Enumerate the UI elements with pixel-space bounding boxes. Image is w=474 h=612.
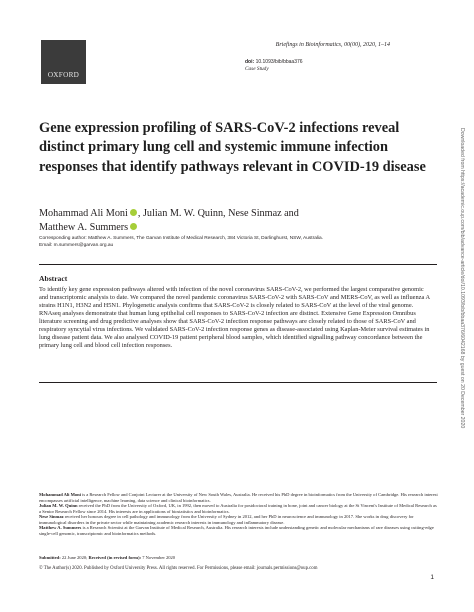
correspondence-email[interactable]: Email: m.summers@garvan.org.au xyxy=(39,242,114,248)
copyright-notice: © The Author(s) 2020. Published by Oxford University Press. All rights reserved. For Permissions, please email: journals.permissions@oup.com xyxy=(39,566,318,571)
bio-name: Matthew A. Summers xyxy=(39,525,82,531)
bio-name: Julian M. W. Quinn xyxy=(39,503,78,509)
bio-text: received her honours degree in cell pathology and immunology from the University of Sydney in 2012, and her PhD in neuroscience and immunology in 2017. She works in drug discovery for immunological disorders in the private sector while maintaining academic research interests in immunology and inflammatory disease. xyxy=(39,514,414,525)
author-bio xyxy=(39,514,439,525)
page-number: 1 xyxy=(430,574,434,581)
abstract-text: To identify key gene expression pathways altered with infection of the novel coronavirus SARS-CoV-2, we performed the largest comparative genomic and transcriptomic analysis to date. We compared the novel pandemic coronavirus SARS-CoV-2 with SARS-CoV and MERS-CoV, as well as influenza A strains H1N1, H3N2 and H5N1. Phylogenetic analysis confirms that SARS-CoV-2 is closely related to SARS-CoV at the level of the viral genome. RNAseq analyses demonstrate that human lung epithelial cell responses to SARS-CoV-2 infection are distinct. Extensive Gene Expression Omnibus literature screening and drug predictive analyses show that SARS-CoV-2 infection response pathways are closely related to those of SARS-CoV and respiratory syncytial virus infections. We validated SARS-CoV-2 infection response genes as disease-associated using Kaplan-Meier survival estimates in lung disease patient data. We also analysed COVID-19 patient peripheral blood samples, which identified signalling pathway concordance between the primary lung cell and blood cell infection responses. xyxy=(39,286,430,350)
correspondence xyxy=(39,236,439,249)
bio-name: Nese Sinmaz xyxy=(39,514,64,520)
divider xyxy=(39,264,437,265)
download-watermark: Downloaded from https://academic.oup.com/bib/advance-article/doi/10.1093/bib/bbaa376/6042168 by guest on 20 December 2020 xyxy=(459,128,465,429)
journal-citation: Briefings in Bioinformatics, 00(00), 2020, 1–14 xyxy=(275,42,390,48)
author-name: Mohammad Ali Moni xyxy=(39,208,128,219)
author-bios xyxy=(39,492,439,536)
author-names: , Julian M. W. Quinn, Nese Sinmaz and xyxy=(137,208,299,219)
logo-text: OXFORD xyxy=(47,71,80,79)
paper-type: Case Study xyxy=(245,66,269,72)
submitted-label: Submitted: xyxy=(39,555,61,560)
received-label: Received (in revised form): xyxy=(87,555,142,560)
received-date: 7 November 2020 xyxy=(141,555,176,560)
bio-text: received the PhD from the University of Oxford, UK, in 1992, then moved to Australia for postdoctoral training in bone, joint and cancer biology at the St Vincent's Institute of Medical Research as a Senior Research Fellow since 2014. His interests are in applications of biostatistics and bioinformatics. xyxy=(39,503,437,514)
doi-link[interactable]: 10.1093/bib/bbaa376 xyxy=(255,59,303,65)
doi-label: doi: xyxy=(245,59,255,65)
author-bio xyxy=(39,503,439,514)
submitted-date: 22 June 2020; xyxy=(60,555,88,560)
author-name: Matthew A. Summers xyxy=(39,221,129,233)
oxford-logo xyxy=(41,40,86,84)
correspondence-address: Corresponding author: Matthew A. Summers, The Garvan Institute of Medical Research, 384 Victoria St, Darlinghurst, NSW, Australia. xyxy=(39,236,324,241)
bio-name: Mohammad Ali Moni xyxy=(39,492,81,497)
divider xyxy=(39,382,437,383)
author-bio xyxy=(39,525,439,536)
orcid-icon[interactable] xyxy=(130,223,137,230)
paper-title: Gene expression profiling of SARS-CoV-2 infections reveal distinct primary lung cell and systemic immune infection responses that identify pathways relevant in COVID-19 disease xyxy=(39,120,426,175)
doi-line xyxy=(245,59,303,65)
bio-text: is a Research Fellow and Conjoint Lecturer at the University of New South Wales, Australia. He received his PhD degree in bioinformatics from the University of Cambridge. His research interest encompasses artificial intelligence, machine learning, data science and clinical bioinformatics. xyxy=(39,492,438,503)
submission-dates xyxy=(39,555,175,561)
author-bio xyxy=(39,492,439,503)
abstract-heading: Abstract xyxy=(39,274,68,283)
author-list xyxy=(39,207,419,234)
bio-text: is a Research Scientist at the Garvan Institute of Medical Research, Australia. His research interests include understanding genetic and molecular mechanisms of rare diseases using cutting-edge single-cell genomic, transcriptomic and bioinformatics methods. xyxy=(39,525,434,536)
orcid-icon[interactable] xyxy=(130,209,137,216)
